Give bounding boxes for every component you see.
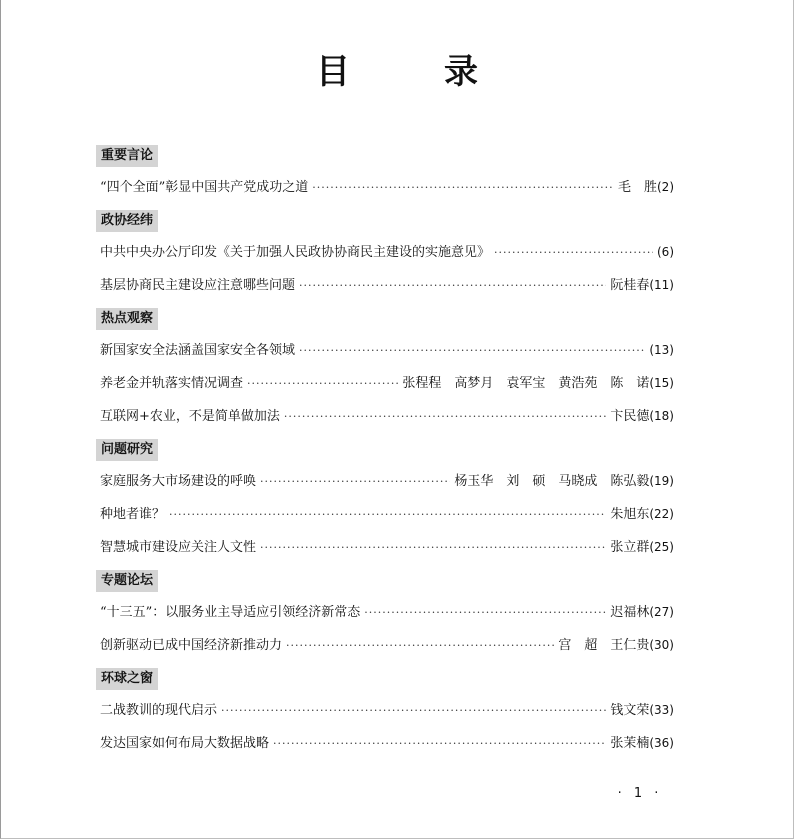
toc-section-forum: [96, 569, 674, 656]
toc-section-important-speeches: [96, 144, 674, 198]
toc-entry[interactable]: [96, 470, 674, 492]
entry-title: 养老金并轨落实情况调查: [100, 376, 244, 391]
dot-leader: [169, 504, 606, 526]
entry-title: 种地者谁？: [100, 507, 166, 522]
entry-author: 张茉楠: [610, 736, 650, 751]
section-label: 专题论坛: [96, 570, 158, 592]
table-of-contents: [96, 144, 674, 765]
entry-title: 智慧城市建设应关注人文性: [100, 540, 257, 555]
entry-title: 中共中央办公厅印发《关于加强人民政协协商民主建设的实施意见》: [100, 245, 491, 260]
toc-entry[interactable]: [96, 274, 674, 296]
dot-leader: [364, 602, 606, 624]
entry-title: 新国家安全法涵盖国家安全各领域: [100, 343, 296, 358]
page-title: 目 录: [316, 52, 508, 92]
dot-leader: [247, 373, 398, 395]
entry-page: (6): [657, 245, 674, 259]
section-label: 热点观察: [96, 308, 158, 330]
entry-page: (18): [649, 409, 674, 423]
toc-entry[interactable]: [96, 405, 674, 427]
toc-entry[interactable]: [96, 176, 674, 198]
page-number: · 1 ·: [617, 786, 663, 801]
dot-leader: [284, 406, 606, 428]
dot-leader: [221, 700, 606, 722]
entry-author: 杨玉华 刘 硕 马晓成 陈弘毅: [454, 474, 650, 489]
toc-section-cppcc: [96, 209, 674, 296]
entry-page: (13): [649, 343, 674, 357]
section-label: 重要言论: [96, 145, 158, 167]
entry-title: 互联网+农业，不是简单做加法: [100, 409, 280, 424]
dot-leader: [312, 177, 614, 199]
entry-title: 家庭服务大市场建设的呼唤: [100, 474, 257, 489]
entry-page: (30): [649, 638, 674, 652]
entry-author: 朱旭东: [610, 507, 650, 522]
entry-author: 迟福林: [610, 605, 650, 620]
dot-leader: [260, 471, 450, 493]
entry-page: (15): [649, 376, 674, 390]
entry-page: (22): [649, 507, 674, 521]
section-label: 环球之窗: [96, 668, 158, 690]
entry-author: 毛 胜: [617, 180, 657, 195]
section-label: 政协经纬: [96, 210, 158, 232]
dot-leader: [273, 733, 606, 755]
toc-entry[interactable]: [96, 732, 674, 754]
toc-entry[interactable]: [96, 699, 674, 721]
section-label: 问题研究: [96, 439, 158, 461]
entry-title: 二战教训的现代启示: [100, 703, 218, 718]
entry-author: 卞民德: [610, 409, 650, 424]
entry-title: “十三五”：以服务业主导适应引领经济新常态: [100, 605, 361, 620]
entry-title: 创新驱动已成中国经济新推动力: [100, 638, 283, 653]
dot-leader: [299, 275, 606, 297]
toc-entry[interactable]: [96, 372, 674, 394]
dot-leader: [260, 537, 606, 559]
entry-page: (36): [649, 736, 674, 750]
entry-author: 钱文荣: [610, 703, 650, 718]
entry-author: 张立群: [610, 540, 650, 555]
entry-author: 宫 超 王仁贵: [558, 638, 650, 653]
entry-page: (25): [649, 540, 674, 554]
toc-section-research: [96, 438, 674, 558]
toc-entry[interactable]: [96, 503, 674, 525]
entry-author: 阮桂春: [610, 278, 650, 293]
toc-section-hot-topics: [96, 307, 674, 427]
entry-author: 张程程 高梦月 袁军宝 黄浩苑 陈 诺: [402, 376, 650, 391]
dot-leader: [494, 242, 653, 264]
dot-leader: [286, 635, 554, 657]
toc-entry[interactable]: [96, 536, 674, 558]
toc-section-global: [96, 667, 674, 754]
entry-page: (27): [649, 605, 674, 619]
entry-title: “四个全面”彰显中国共产党成功之道: [100, 180, 309, 195]
toc-entry[interactable]: [96, 339, 674, 361]
entry-title: 基层协商民主建设应注意哪些问题: [100, 278, 296, 293]
dot-leader: [299, 340, 645, 362]
toc-entry[interactable]: [96, 634, 674, 656]
entry-page: (33): [649, 703, 674, 717]
entry-page: (11): [649, 278, 674, 292]
entry-title: 发达国家如何布局大数据战略: [100, 736, 270, 751]
entry-page: (2): [657, 180, 674, 194]
toc-entry[interactable]: [96, 241, 674, 263]
toc-entry[interactable]: [96, 601, 674, 623]
entry-page: (19): [649, 474, 674, 488]
